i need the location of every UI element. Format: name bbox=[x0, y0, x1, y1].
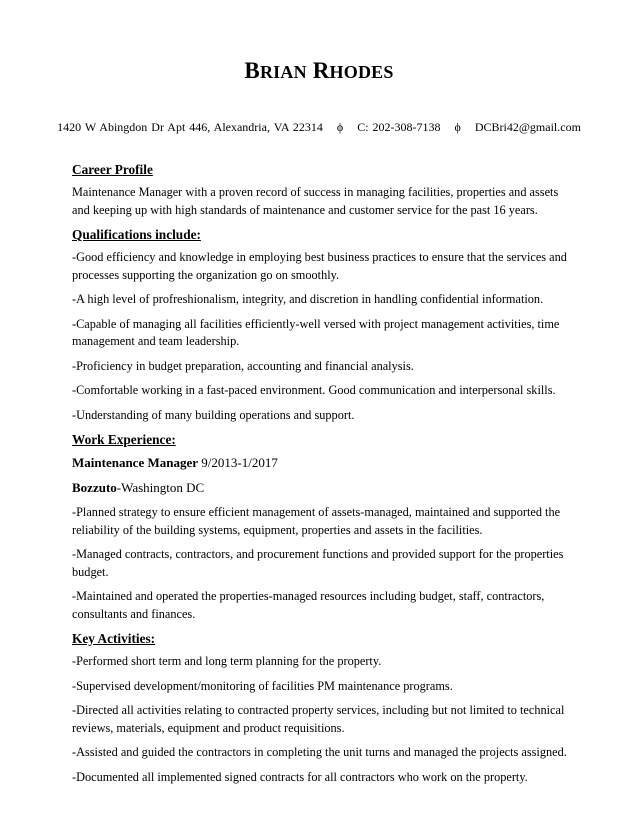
qualification-item: -Good efficiency and knowledge in employing best business practices to ensure that the services and processes supporting the organization go on smoothly. bbox=[72, 250, 567, 282]
name-rest-first: RIAN bbox=[259, 62, 307, 82]
phone: C: 202-308-7138 bbox=[357, 120, 441, 134]
job-title-line bbox=[72, 454, 568, 471]
name-initial-last: R bbox=[312, 58, 330, 83]
candidate-name bbox=[0, 58, 638, 84]
section-heading-qualifications: Qualifications include: bbox=[72, 227, 201, 242]
experience-item: -Maintained and operated the properties-managed resources including budget, staff, contractors, consultants and finances. bbox=[72, 589, 545, 621]
job-title: Maintenance Manager bbox=[72, 455, 199, 470]
activity-item: -Documented all implemented signed contracts for all contractors who work on the property. bbox=[72, 769, 528, 784]
activity-item: -Directed all activities relating to contracted property services, including but not limited to technical reviews, materials, equipment and product requisitions. bbox=[72, 703, 565, 735]
activity-item: -Supervised development/monitoring of facilities PM maintenance programs. bbox=[72, 678, 453, 693]
activity-item: -Assisted and guided the contractors in completing the unit turns and managed the projects assigned. bbox=[72, 745, 567, 759]
qualification-item: -Understanding of many building operations and support. bbox=[72, 407, 355, 422]
experience-item: -Planned strategy to ensure efficient management of assets-managed, maintained and supported the reliability of the building systems, equipment, properties and assets in the facilities. bbox=[72, 505, 561, 537]
employer-line bbox=[72, 479, 568, 496]
name-initial-first: B bbox=[244, 58, 260, 83]
name-rest-last: HODES bbox=[329, 62, 394, 82]
employer-name: Bozzuto bbox=[72, 480, 117, 495]
address: 1420 W Abingdon Dr Apt 446, Alexandria, VA 22314 bbox=[57, 120, 323, 134]
qualification-item: -Proficiency in budget preparation, accounting and financial analysis. bbox=[72, 358, 414, 373]
experience-item: -Managed contracts, contractors, and procurement functions and provided support for the properties budget. bbox=[72, 547, 564, 579]
career-profile-text: Maintenance Manager with a proven record of success in managing facilities, properties and assets and keeping up with high standards of maintenance and customer service for the past 16 years. bbox=[72, 185, 559, 217]
resume-body bbox=[72, 161, 568, 793]
qualification-item: -A high level of profreshionalism, integrity, and discretion in handling confidential information. bbox=[72, 292, 544, 306]
employer-location: -Washington DC bbox=[116, 480, 205, 495]
activity-item: -Performed short term and long term planning for the property. bbox=[72, 654, 382, 668]
section-heading-work-experience: Work Experience: bbox=[72, 432, 176, 447]
separator-glyph: ϕ bbox=[454, 120, 461, 134]
section-heading-career-profile: Career Profile bbox=[72, 162, 153, 177]
separator-glyph: ϕ bbox=[336, 120, 344, 134]
contact-line bbox=[0, 120, 638, 135]
qualification-item: -Comfortable working in a fast-paced environment. Good communication and interpersonal skills. bbox=[72, 383, 556, 397]
job-dates: 9/2013-1/2017 bbox=[201, 455, 278, 470]
email: DCBri42@gmail.com bbox=[474, 120, 581, 134]
section-heading-key-activities: Key Activities: bbox=[72, 631, 156, 646]
qualification-item: -Capable of managing all facilities efficiently-well versed with project management activities, time management and team leadership. bbox=[72, 316, 560, 348]
